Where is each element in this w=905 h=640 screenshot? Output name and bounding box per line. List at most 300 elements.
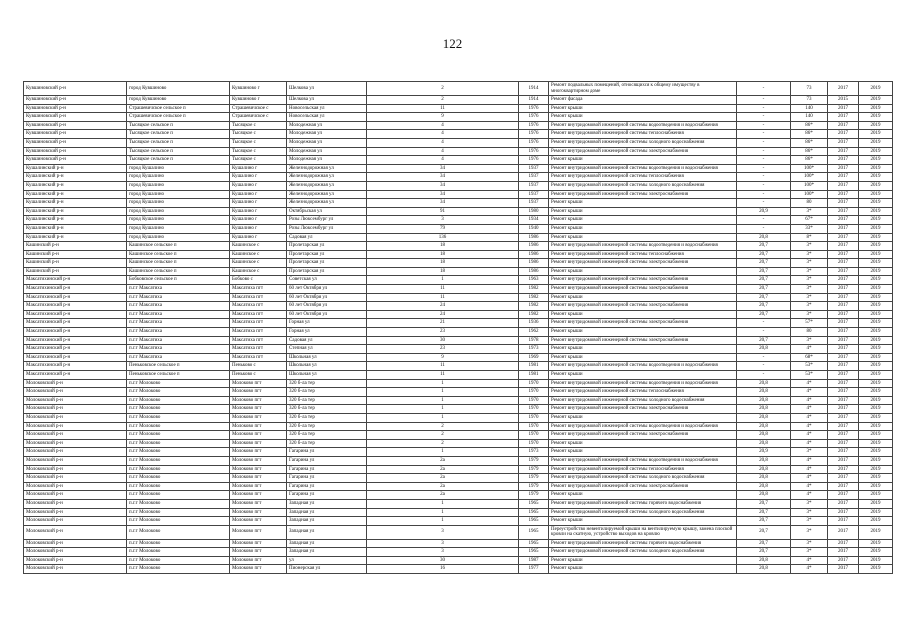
district-cell: Кашинский р-н bbox=[24, 267, 127, 276]
end-year-cell: 2019 bbox=[859, 388, 893, 397]
table-row bbox=[24, 224, 893, 233]
table-row bbox=[24, 250, 893, 259]
year-built-cell: 1979 bbox=[519, 456, 549, 465]
district-cell: Молоковский р-н bbox=[24, 491, 127, 500]
table-row bbox=[24, 456, 893, 465]
end-year-cell: 2019 bbox=[859, 345, 893, 354]
area-cell: - bbox=[737, 164, 791, 173]
street-cell: Розы Люксембург ул bbox=[287, 224, 367, 233]
locality-cell: Кушалино г bbox=[230, 216, 287, 225]
work-type-cell: Ремонт крыши bbox=[549, 104, 737, 113]
end-year-cell: 2019 bbox=[859, 413, 893, 422]
locality-cell: Кушалино г bbox=[230, 233, 287, 242]
settlement-cell: город Кушалино bbox=[127, 207, 230, 216]
year-built-cell: 1962 bbox=[519, 328, 549, 337]
district-cell: Кувшиновский р-н bbox=[24, 130, 127, 139]
work-type-cell: Ремонт крыши bbox=[549, 113, 737, 122]
end-year-cell: 2019 bbox=[859, 371, 893, 380]
work-type-cell: Ремонт внутридомовой инженерной системы водоотведения и водоснабжения bbox=[549, 379, 737, 388]
year-built-cell: 1979 bbox=[519, 482, 549, 491]
table-row bbox=[24, 548, 893, 557]
year-built-cell: 1986 bbox=[519, 242, 549, 251]
locality-cell: Кувшиново г bbox=[230, 96, 287, 105]
district-cell: Молоковский р-н bbox=[24, 499, 127, 508]
cost-cell: 67* bbox=[791, 216, 828, 225]
end-year-cell: 2019 bbox=[859, 113, 893, 122]
year-built-cell: 1965 bbox=[519, 525, 549, 539]
house-number-cell: 34 bbox=[367, 181, 519, 190]
area-cell: 20,7 bbox=[737, 336, 791, 345]
table-row bbox=[24, 181, 893, 190]
street-cell: Западная ул bbox=[287, 517, 367, 526]
work-type-cell: Ремонт крыши bbox=[549, 565, 737, 574]
street-cell: Западная ул bbox=[287, 539, 367, 548]
house-number-cell: 2а bbox=[367, 465, 519, 474]
street-cell: Садовая ул bbox=[287, 336, 367, 345]
table-row bbox=[24, 474, 893, 483]
start-year-cell: 2017 bbox=[828, 199, 859, 208]
work-type-cell: Ремонт крыши bbox=[549, 216, 737, 225]
district-cell: Молоковский р-н bbox=[24, 508, 127, 517]
district-cell: Кушалинский р-н bbox=[24, 190, 127, 199]
locality-cell: Максатиха пгт bbox=[230, 285, 287, 294]
year-built-cell: 1978 bbox=[519, 336, 549, 345]
locality-cell: Молоково пгт bbox=[230, 413, 287, 422]
end-year-cell: 2019 bbox=[859, 267, 893, 276]
settlement-cell: Бобковское сельское п bbox=[127, 276, 230, 285]
locality-cell: Тысяцкое с bbox=[230, 121, 287, 130]
settlement-cell: город Кушалино bbox=[127, 173, 230, 182]
locality-cell: Молоково пгт bbox=[230, 565, 287, 574]
street-cell: Пролетарская ул bbox=[287, 250, 367, 259]
house-number-cell: 1 bbox=[367, 388, 519, 397]
table-row bbox=[24, 499, 893, 508]
cost-cell: 4* bbox=[791, 556, 828, 565]
cost-cell: 3* bbox=[791, 525, 828, 539]
area-cell: - bbox=[737, 82, 791, 96]
end-year-cell: 2019 bbox=[859, 121, 893, 130]
year-built-cell: 1982 bbox=[519, 293, 549, 302]
street-cell: Розы Люксембург ул bbox=[287, 216, 367, 225]
district-cell: Молоковский р-н bbox=[24, 517, 127, 526]
capital-repair-table bbox=[23, 81, 893, 574]
year-built-cell: 1937 bbox=[519, 181, 549, 190]
work-type-cell: Переустройство невентилируемой крыши на вентилируемую крышу, замена плоской кровли на скатную, устройство выходов на кровлю bbox=[549, 525, 737, 539]
table-row bbox=[24, 431, 893, 440]
end-year-cell: 2019 bbox=[859, 82, 893, 96]
settlement-cell: Тысяцкое сельское п bbox=[127, 156, 230, 165]
cost-cell: 80 bbox=[791, 199, 828, 208]
street-cell: 320 б-ла тер bbox=[287, 388, 367, 397]
locality-cell: Молоково пгт bbox=[230, 396, 287, 405]
house-number-cell: 30 bbox=[367, 556, 519, 565]
start-year-cell: 2017 bbox=[828, 293, 859, 302]
year-built-cell: 1963 bbox=[519, 276, 549, 285]
year-built-cell: 1965 bbox=[519, 539, 549, 548]
house-number-cell: 1 bbox=[367, 517, 519, 526]
locality-cell: Молоково пгт bbox=[230, 556, 287, 565]
street-cell: Гагарина ул bbox=[287, 474, 367, 483]
table-row bbox=[24, 556, 893, 565]
district-cell: Кушалинский р-н bbox=[24, 224, 127, 233]
area-cell: 20,7 bbox=[737, 250, 791, 259]
house-number-cell: 1 bbox=[367, 276, 519, 285]
area-cell: 20,7 bbox=[737, 548, 791, 557]
year-built-cell: 1982 bbox=[519, 310, 549, 319]
district-cell: Кувшиновский р-н bbox=[24, 96, 127, 105]
end-year-cell: 2019 bbox=[859, 138, 893, 147]
house-number-cell: 18 bbox=[367, 267, 519, 276]
start-year-cell: 2017 bbox=[828, 242, 859, 251]
area-cell: - bbox=[737, 224, 791, 233]
area-cell: 20,8 bbox=[737, 431, 791, 440]
house-number-cell: 2 bbox=[367, 439, 519, 448]
start-year-cell: 2017 bbox=[828, 379, 859, 388]
street-cell: 60 лет Октября ул bbox=[287, 285, 367, 294]
table-row bbox=[24, 379, 893, 388]
cost-cell: 4* bbox=[791, 345, 828, 354]
start-year-cell: 2017 bbox=[828, 508, 859, 517]
house-number-cell: 18 bbox=[367, 242, 519, 251]
house-number-cell: 23 bbox=[367, 345, 519, 354]
table-row bbox=[24, 328, 893, 337]
settlement-cell: город Кувшиново bbox=[127, 96, 230, 105]
end-year-cell: 2019 bbox=[859, 456, 893, 465]
district-cell: Молоковский р-н bbox=[24, 379, 127, 388]
end-year-cell: 2019 bbox=[859, 216, 893, 225]
start-year-cell: 2017 bbox=[828, 565, 859, 574]
street-cell: Пролетарская ул bbox=[287, 242, 367, 251]
locality-cell: Кушалино г bbox=[230, 190, 287, 199]
house-number-cell: 11 bbox=[367, 285, 519, 294]
locality-cell: Максатиха пгт bbox=[230, 328, 287, 337]
settlement-cell: город Кушалино bbox=[127, 190, 230, 199]
end-year-cell: 2019 bbox=[859, 250, 893, 259]
cost-cell: 3* bbox=[791, 242, 828, 251]
house-number-cell: 2а bbox=[367, 456, 519, 465]
year-built-cell: 1973 bbox=[519, 345, 549, 354]
house-number-cell: 16 bbox=[367, 565, 519, 574]
street-cell: 320 б-ла тер bbox=[287, 422, 367, 431]
street-cell: ул bbox=[287, 556, 367, 565]
start-year-cell: 2017 bbox=[828, 147, 859, 156]
district-cell: Молоковский р-н bbox=[24, 539, 127, 548]
start-year-cell: 2017 bbox=[828, 439, 859, 448]
end-year-cell: 2019 bbox=[859, 199, 893, 208]
street-cell: Западная ул bbox=[287, 548, 367, 557]
district-cell: Максатихинский р-н bbox=[24, 362, 127, 371]
work-type-cell: Ремонт внутридомовой инженерной системы теплоснабжения bbox=[549, 388, 737, 397]
work-type-cell: Ремонт внутридомовой инженерной системы горячего водоснабжения bbox=[549, 499, 737, 508]
cost-cell: 3* bbox=[791, 508, 828, 517]
house-number-cell: 11 bbox=[367, 362, 519, 371]
cost-cell: 3* bbox=[791, 259, 828, 268]
cost-cell: 4* bbox=[791, 439, 828, 448]
year-built-cell: 1970 bbox=[519, 422, 549, 431]
start-year-cell: 2017 bbox=[828, 491, 859, 500]
cost-cell: 53* bbox=[791, 362, 828, 371]
work-type-cell: Ремонт внутридомовой инженерной системы холодного водоснабжения bbox=[549, 181, 737, 190]
year-built-cell: 1979 bbox=[519, 474, 549, 483]
work-type-cell: Ремонт внутридомовой инженерной системы электроснабжения bbox=[549, 190, 737, 199]
start-year-cell: 2017 bbox=[828, 371, 859, 380]
work-type-cell: Ремонт внутридомовой инженерной системы теплоснабжения bbox=[549, 173, 737, 182]
settlement-cell: п.г.т Молоково bbox=[127, 379, 230, 388]
house-number-cell: 1 bbox=[367, 448, 519, 457]
district-cell: Максатихинский р-н bbox=[24, 293, 127, 302]
start-year-cell: 2017 bbox=[828, 285, 859, 294]
street-cell: Школьная ул bbox=[287, 362, 367, 371]
end-year-cell: 2019 bbox=[859, 439, 893, 448]
settlement-cell: Страшевичское сельское п bbox=[127, 113, 230, 122]
street-cell: Школьная ул bbox=[287, 371, 367, 380]
cost-cell: 4* bbox=[791, 431, 828, 440]
settlement-cell: п.г.т Молоково bbox=[127, 517, 230, 526]
district-cell: Максатихинский р-н bbox=[24, 371, 127, 380]
start-year-cell: 2017 bbox=[828, 233, 859, 242]
street-cell: 60 лет Октября ул bbox=[287, 293, 367, 302]
house-number-cell: 4 bbox=[367, 156, 519, 165]
locality-cell: Молоково пгт bbox=[230, 548, 287, 557]
year-built-cell: 1986 bbox=[519, 250, 549, 259]
end-year-cell: 2019 bbox=[859, 405, 893, 414]
cost-cell: 33* bbox=[791, 224, 828, 233]
house-number-cell: 2 bbox=[367, 422, 519, 431]
locality-cell: Молоково пгт bbox=[230, 405, 287, 414]
locality-cell: Молоково пгт bbox=[230, 465, 287, 474]
district-cell: Кушалинский р-н bbox=[24, 173, 127, 182]
start-year-cell: 2017 bbox=[828, 353, 859, 362]
street-cell: Школьная ул bbox=[287, 353, 367, 362]
table-row bbox=[24, 190, 893, 199]
start-year-cell: 2017 bbox=[828, 250, 859, 259]
locality-cell: Тысяцкое с bbox=[230, 147, 287, 156]
street-cell: Пролетарская ул bbox=[287, 259, 367, 268]
house-number-cell: 34 bbox=[367, 164, 519, 173]
table-row bbox=[24, 156, 893, 165]
year-built-cell: 1970 bbox=[519, 405, 549, 414]
start-year-cell: 2017 bbox=[828, 276, 859, 285]
area-cell: 20,8 bbox=[737, 405, 791, 414]
work-type-cell: Ремонт внутридомовой инженерной системы водоотведения и водоснабжения bbox=[549, 362, 737, 371]
work-type-cell: Ремонт внутридомовой инженерной системы теплоснабжения bbox=[549, 465, 737, 474]
house-number-cell: 4 bbox=[367, 121, 519, 130]
work-type-cell: Ремонт крыши bbox=[549, 353, 737, 362]
work-type-cell: Ремонт внутридомовой инженерной системы водоотведения и водоснабжения bbox=[549, 242, 737, 251]
year-built-cell: 1970 bbox=[519, 439, 549, 448]
cost-cell: 86* bbox=[791, 156, 828, 165]
start-year-cell: 2017 bbox=[828, 121, 859, 130]
table-row bbox=[24, 276, 893, 285]
start-year-cell: 2017 bbox=[828, 328, 859, 337]
settlement-cell: п.г.т Молоково bbox=[127, 422, 230, 431]
area-cell: 20,9 bbox=[737, 207, 791, 216]
table-row bbox=[24, 565, 893, 574]
work-type-cell: Ремонт внутридомовой инженерной системы холодного водоснабжения bbox=[549, 474, 737, 483]
settlement-cell: Кашинское сельское п bbox=[127, 259, 230, 268]
start-year-cell: 2017 bbox=[828, 113, 859, 122]
start-year-cell: 2017 bbox=[828, 224, 859, 233]
district-cell: Кушалинский р-н bbox=[24, 164, 127, 173]
area-cell: 20,8 bbox=[737, 388, 791, 397]
end-year-cell: 2019 bbox=[859, 293, 893, 302]
work-type-cell: Ремонт крыши bbox=[549, 556, 737, 565]
year-built-cell: 1937 bbox=[519, 199, 549, 208]
locality-cell: Максатиха пгт bbox=[230, 345, 287, 354]
end-year-cell: 2019 bbox=[859, 431, 893, 440]
street-cell: 320 б-ла тер bbox=[287, 405, 367, 414]
area-cell: - bbox=[737, 190, 791, 199]
start-year-cell: 2017 bbox=[828, 319, 859, 328]
table-row bbox=[24, 362, 893, 371]
start-year-cell: 2017 bbox=[828, 362, 859, 371]
settlement-cell: п.г.т Молоково bbox=[127, 491, 230, 500]
cost-cell: 8* bbox=[791, 233, 828, 242]
locality-cell: Максатиха пгт bbox=[230, 302, 287, 311]
start-year-cell: 2017 bbox=[828, 422, 859, 431]
end-year-cell: 2019 bbox=[859, 328, 893, 337]
table-row bbox=[24, 104, 893, 113]
cost-cell: 4* bbox=[791, 491, 828, 500]
area-cell: - bbox=[737, 96, 791, 105]
year-built-cell: 1976 bbox=[519, 121, 549, 130]
area-cell: 20,7 bbox=[737, 259, 791, 268]
cost-cell: 4* bbox=[791, 474, 828, 483]
district-cell: Молоковский р-н bbox=[24, 565, 127, 574]
district-cell: Максатихинский р-н bbox=[24, 285, 127, 294]
start-year-cell: 2017 bbox=[828, 405, 859, 414]
cost-cell: 73 bbox=[791, 96, 828, 105]
settlement-cell: Пеньковское сельское п bbox=[127, 362, 230, 371]
cost-cell: 100* bbox=[791, 190, 828, 199]
house-number-cell: 4 bbox=[367, 130, 519, 139]
house-number-cell: 3 bbox=[367, 216, 519, 225]
house-number-cell: 2 bbox=[367, 431, 519, 440]
area-cell: 20,7 bbox=[737, 302, 791, 311]
year-built-cell: 1934 bbox=[519, 216, 549, 225]
cost-cell: 3* bbox=[791, 285, 828, 294]
table-row bbox=[24, 405, 893, 414]
street-cell: Шелкова ул bbox=[287, 82, 367, 96]
street-cell: Железнодорожная ул bbox=[287, 164, 367, 173]
end-year-cell: 2019 bbox=[859, 508, 893, 517]
settlement-cell: Тысяцкое сельское п bbox=[127, 121, 230, 130]
year-built-cell: 1965 bbox=[519, 517, 549, 526]
settlement-cell: город Кушалино bbox=[127, 164, 230, 173]
settlement-cell: п.г.т Молоково bbox=[127, 448, 230, 457]
cost-cell: 4* bbox=[791, 565, 828, 574]
locality-cell: Тысяцкое с bbox=[230, 156, 287, 165]
street-cell: 60 лет Октября ул bbox=[287, 302, 367, 311]
year-built-cell: 1973 bbox=[519, 448, 549, 457]
locality-cell: Молоково пгт bbox=[230, 439, 287, 448]
work-type-cell: Ремонт крыши bbox=[549, 233, 737, 242]
area-cell: 20,8 bbox=[737, 413, 791, 422]
area-cell: - bbox=[737, 104, 791, 113]
work-type-cell: Ремонт внутридомовой инженерной системы теплоснабжения bbox=[549, 130, 737, 139]
year-built-cell: 1970 bbox=[519, 413, 549, 422]
cost-cell: 100* bbox=[791, 173, 828, 182]
district-cell: Молоковский р-н bbox=[24, 448, 127, 457]
cost-cell: 140 bbox=[791, 113, 828, 122]
start-year-cell: 2017 bbox=[828, 259, 859, 268]
settlement-cell: п.г.т Молоково bbox=[127, 413, 230, 422]
table-row bbox=[24, 310, 893, 319]
area-cell: 20,7 bbox=[737, 267, 791, 276]
end-year-cell: 2019 bbox=[859, 233, 893, 242]
year-built-cell: 1970 bbox=[519, 396, 549, 405]
area-cell: 20,8 bbox=[737, 556, 791, 565]
area-cell: - bbox=[737, 319, 791, 328]
end-year-cell: 2019 bbox=[859, 448, 893, 457]
settlement-cell: Тысяцкое сельское п bbox=[127, 147, 230, 156]
work-type-cell: Ремонт крыши bbox=[549, 413, 737, 422]
table-row bbox=[24, 482, 893, 491]
end-year-cell: 2019 bbox=[859, 482, 893, 491]
settlement-cell: п.г.т Максатиха bbox=[127, 319, 230, 328]
house-number-cell: 2а bbox=[367, 474, 519, 483]
district-cell: Молоковский р-н bbox=[24, 405, 127, 414]
street-cell: Горная ул bbox=[287, 328, 367, 337]
street-cell: Молодежная ул bbox=[287, 121, 367, 130]
district-cell: Молоковский р-н bbox=[24, 548, 127, 557]
end-year-cell: 2019 bbox=[859, 336, 893, 345]
house-number-cell: 4 bbox=[367, 147, 519, 156]
end-year-cell: 2019 bbox=[859, 130, 893, 139]
house-number-cell: 34 bbox=[367, 173, 519, 182]
district-cell: Кушалинский р-н bbox=[24, 207, 127, 216]
district-cell: Кушалинский р-н bbox=[24, 181, 127, 190]
settlement-cell: Пеньковское сельское п bbox=[127, 371, 230, 380]
year-built-cell: 1987 bbox=[519, 556, 549, 565]
street-cell: Новосельская ул bbox=[287, 113, 367, 122]
district-cell: Максатихинский р-н bbox=[24, 276, 127, 285]
street-cell: Западная ул bbox=[287, 508, 367, 517]
settlement-cell: город Кувшиново bbox=[127, 82, 230, 96]
house-number-cell: 1 bbox=[367, 379, 519, 388]
cost-cell: 86* bbox=[791, 130, 828, 139]
work-type-cell: Ремонт внутридомовой инженерной системы электроснабжения bbox=[549, 147, 737, 156]
work-type-cell: Ремонт внутридомовой инженерной системы водоотведения и водоснабжения bbox=[549, 121, 737, 130]
work-type-cell: Ремонт внутридомовой инженерной системы водоотведения и водоснабжения bbox=[549, 422, 737, 431]
table-row bbox=[24, 491, 893, 500]
street-cell: Пионерская ул bbox=[287, 565, 367, 574]
area-cell: - bbox=[737, 181, 791, 190]
district-cell: Молоковский р-н bbox=[24, 388, 127, 397]
street-cell: Советская ул bbox=[287, 276, 367, 285]
locality-cell: Молоково пгт bbox=[230, 491, 287, 500]
cost-cell: 4* bbox=[791, 422, 828, 431]
house-number-cell: 1 bbox=[367, 499, 519, 508]
settlement-cell: п.г.т Молоково bbox=[127, 431, 230, 440]
area-cell: 20,8 bbox=[737, 456, 791, 465]
year-built-cell: 1982 bbox=[519, 285, 549, 294]
table-row bbox=[24, 388, 893, 397]
street-cell: 320 б-ла тер bbox=[287, 439, 367, 448]
end-year-cell: 2019 bbox=[859, 465, 893, 474]
locality-cell: Кашинское с bbox=[230, 259, 287, 268]
work-type-cell: Ремонт крыши bbox=[549, 310, 737, 319]
start-year-cell: 2017 bbox=[828, 216, 859, 225]
year-built-cell: 1965 bbox=[519, 548, 549, 557]
street-cell: 320 б-ла тер bbox=[287, 431, 367, 440]
cost-cell: 4* bbox=[791, 456, 828, 465]
end-year-cell: 2019 bbox=[859, 164, 893, 173]
area-cell: 20,8 bbox=[737, 565, 791, 574]
district-cell: Максатихинский р-н bbox=[24, 319, 127, 328]
district-cell: Кувшиновский р-н bbox=[24, 121, 127, 130]
district-cell: Кушалинский р-н bbox=[24, 216, 127, 225]
